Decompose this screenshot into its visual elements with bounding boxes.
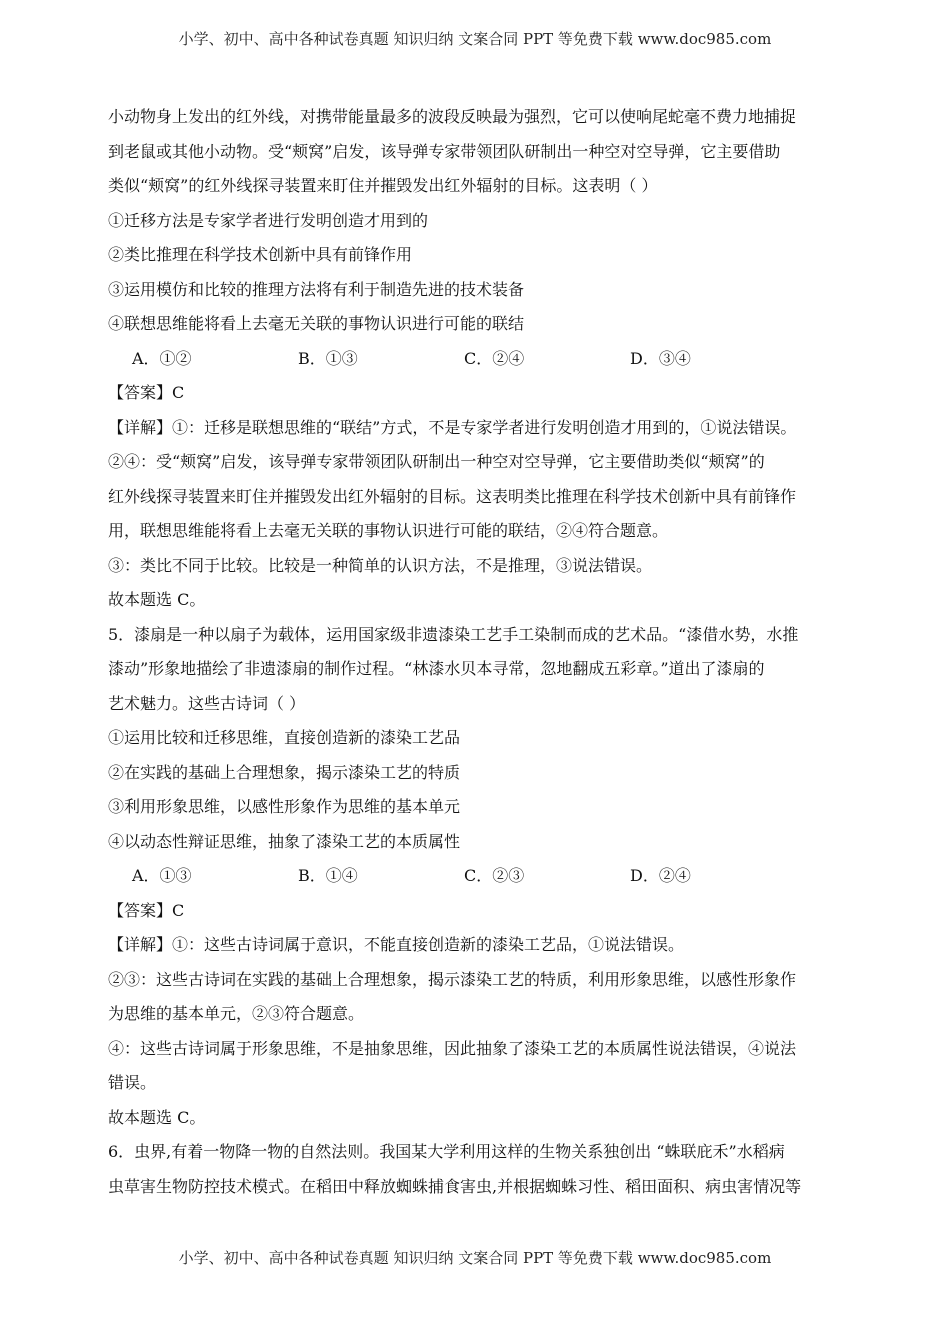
text-line: 虫草害生物防控技术模式。在稻田中释放蜘蛛捕食害虫,并根据蜘蛛习性、稻田面积、病虫害情况等 — [108, 1176, 802, 1196]
document-body — [108, 100, 838, 1204]
statement: ④联想思维能将看上去毫无关联的事物认识进行可能的联结 — [108, 314, 525, 333]
text-line: 用，联想思维能将看上去毫无关联的事物认识进行可能的联结，②④符合题意。 — [108, 521, 669, 540]
statement: ①运用比较和迁移思维，直接创造新的漆染工艺品 — [108, 728, 461, 747]
text-line: 故本题选 C。 — [108, 1107, 206, 1127]
option-a: A．①② — [132, 348, 192, 368]
option-d: D．③④ — [630, 348, 691, 368]
text-line: 漆动”形象地描绘了非遗漆扇的制作过程。“林漆水贝本寻常，忽地翻成五彩章。”道出了漆扇的 — [108, 659, 765, 678]
statement: ④以动态性辩证思维，抽象了漆染工艺的本质属性 — [108, 831, 461, 851]
question-4-answer: 【答案】C — [108, 383, 185, 402]
statement: ③利用形象思维，以感性形象作为思维的基本单元 — [108, 797, 461, 816]
option-b: B．①③ — [298, 348, 358, 368]
text-line: 5．漆扇是一种以扇子为载体，运用国家级非遗漆染工艺手工染制而成的艺术品。“漆借水势，水推 — [108, 624, 799, 644]
text-line: 类似“颊窝”的红外线探寻装置来盯住并摧毁发出红外辐射的目标。这表明（ ） — [108, 176, 658, 195]
option-c: C．②③ — [464, 866, 525, 885]
question-4-options — [108, 342, 838, 377]
question-5-answer: 【答案】C — [108, 900, 185, 920]
text-line: ②③：这些古诗词在实践的基础上合理想象，揭示漆染工艺的特质，利用形象思维，以感性形象作 — [108, 969, 797, 989]
question-6-stem — [108, 1135, 838, 1204]
text-line: 红外线探寻装置来盯住并摧毁发出红外辐射的目标。这表明类比推理在科学技术创新中具有前锋作 — [108, 486, 797, 506]
text-line: 为思维的基本单元，②③符合题意。 — [108, 1004, 365, 1023]
text-line: 故本题选 C。 — [108, 590, 206, 609]
statement: ①迁移方法是专家学者进行发明创造才用到的 — [108, 210, 429, 230]
option-c: C．②④ — [464, 348, 525, 368]
text-line: ③：类比不同于比较。比较是一种简单的认识方法，不是推理，③说法错误。 — [108, 555, 653, 575]
text-line: 错误。 — [108, 1073, 157, 1092]
text-line: 6．虫界,有着一物降一物的自然法则。我国某大学利用这样的生物关系独创出 “蛛联庇禾”水稻病 — [108, 1142, 785, 1161]
statement: ③运用模仿和比较的推理方法将有利于制造先进的技术装备 — [108, 279, 525, 299]
option-a: A．①③ — [132, 866, 192, 885]
page-header: 小学、初中、高中各种试卷真题 知识归纳 文案合同 PPT 等免费下载 www.doc985.com — [178, 30, 772, 48]
statement: ②在实践的基础上合理想象，揭示漆染工艺的特质 — [108, 762, 461, 782]
text-line: 小动物身上发出的红外线，对携带能量最多的波段反映最为强烈，它可以使响尾蛇毫不费力地捕捉 — [108, 107, 797, 126]
text-line: 到老鼠或其他小动物。受“颊窝”启发，该导弹专家带领团队研制出一种空对空导弹，它主要借助 — [108, 141, 781, 161]
text-line: ②④：受“颊窝”启发，该导弹专家带领团队研制出一种空对空导弹，它主要借助类似“颊窝”的 — [108, 452, 765, 471]
question-5-detail — [108, 928, 838, 1135]
text-line: 【详解】①：迁移是联想思维的“联结”方式，不是专家学者进行发明创造才用到的，①说法错误。 — [108, 417, 797, 437]
question-4-statements — [108, 204, 838, 342]
option-b: B．①④ — [298, 866, 358, 885]
option-d: D．②④ — [630, 866, 691, 885]
text-line: 艺术魅力。这些古诗词（ ） — [108, 693, 306, 713]
question-5-stem — [108, 618, 838, 722]
statement: ②类比推理在科学技术创新中具有前锋作用 — [108, 245, 413, 264]
question-5-options — [108, 859, 838, 894]
question-5-statements — [108, 721, 838, 859]
page-footer: 小学、初中、高中各种试卷真题 知识归纳 文案合同 PPT 等免费下载 www.doc985.com — [178, 1249, 772, 1267]
question-4-detail — [108, 411, 838, 618]
text-line: ④：这些古诗词属于形象思维，不是抽象思维，因此抽象了漆染工艺的本质属性说法错误，④说法 — [108, 1038, 797, 1058]
question-4-stem — [108, 100, 838, 204]
text-line: 【详解】①：这些古诗词属于意识，不能直接创造新的漆染工艺品，①说法错误。 — [108, 935, 685, 954]
